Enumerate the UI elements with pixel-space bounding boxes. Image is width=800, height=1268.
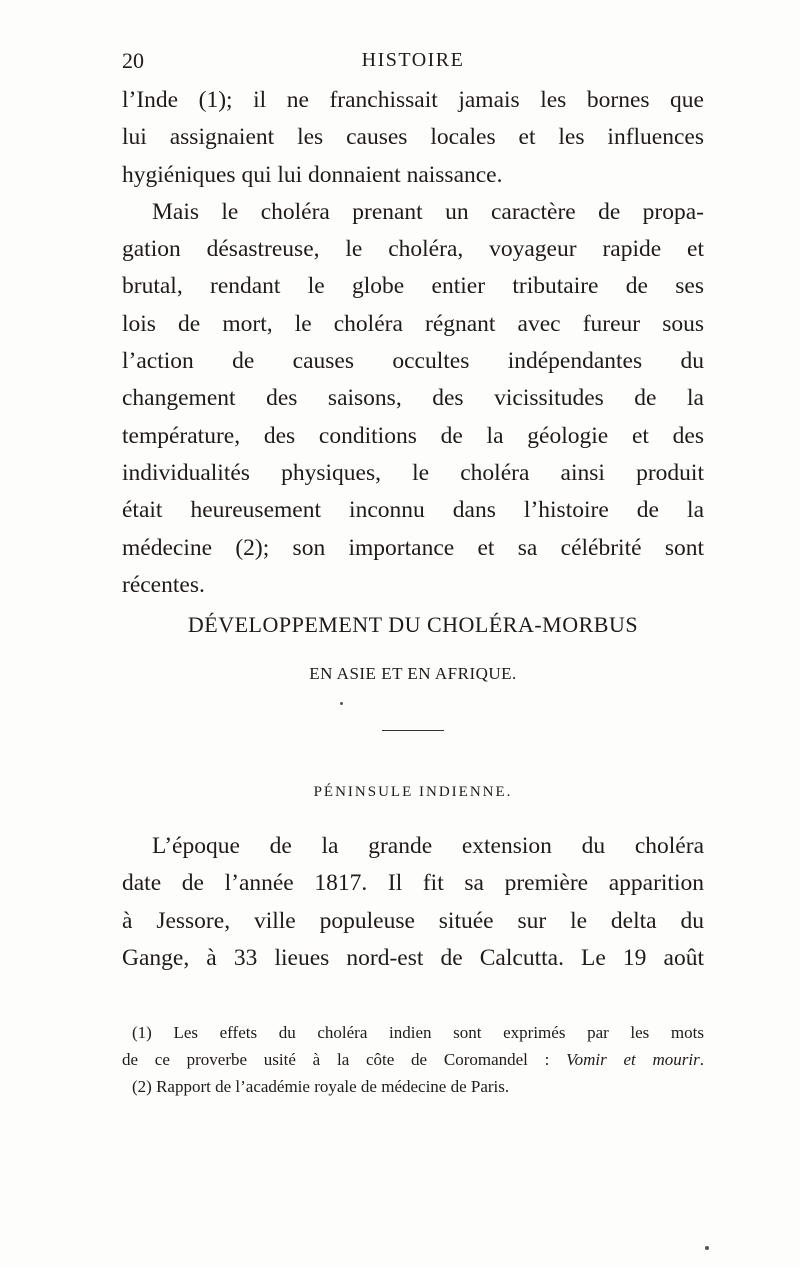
text-line: récentes. (122, 571, 205, 598)
section-divider (382, 730, 444, 731)
text-line: L’époque de la grande extension du choléra (152, 833, 704, 859)
text-line: à Jessore, ville populeuse située sur le delta du (122, 907, 704, 934)
page-number: 20 (122, 48, 144, 73)
paper-speck (340, 702, 343, 705)
footnote-1-line-1: (1) Les effets du choléra indien sont exprimés par les mots (132, 1023, 704, 1042)
text-line: date de l’année 1817. Il fit sa première apparition (122, 870, 704, 897)
text-line: médecine (2); son importance et sa célébrité sont (122, 534, 704, 561)
page-header (122, 48, 704, 78)
text-line: l’action de causes occultes indépendantes du (122, 348, 704, 375)
subsection-title: PÉNINSULE INDIENNE. (313, 784, 513, 800)
text-line: l’Inde (1); il ne franchissait jamais les bornes que (122, 87, 704, 113)
text-line: lois de mort, le choléra régnant avec fureur sous (122, 310, 704, 337)
text-line: Gange, à 33 lieues nord-est de Calcutta. Le 19 août (122, 944, 704, 971)
paper-speck (705, 1246, 709, 1250)
footnote-2: (2) Rapport de l’académie royale de médecine de Paris. (132, 1077, 510, 1096)
body-text (122, 82, 704, 604)
footnote-1-text: de ce proverbe usité à la côte de Coromandel : (122, 1050, 567, 1069)
text-line: brutal, rendant le globe entier tributaire de ses (122, 273, 704, 300)
text-line: Mais le choléra prenant un caractère de propa- (152, 198, 704, 225)
section-title: DÉVELOPPEMENT DU CHOLÉRA-MORBUS (187, 612, 639, 637)
text-line: changement des saisons, des vicissitudes de la (122, 385, 704, 412)
section-subtitle: EN ASIE ET EN AFRIQUE. (309, 664, 517, 683)
text-line: température, des conditions de la géologie et des (122, 422, 704, 449)
text-line: individualités physiques, le choléra ainsi produit (122, 459, 704, 486)
text-line: gation désastreuse, le choléra, voyageur rapide et (122, 236, 704, 263)
text-line: hygiéniques qui lui donnaient naissance. (122, 161, 503, 188)
footnote-1-proverb: Vomir et mourir (566, 1050, 700, 1069)
footnotes (122, 1019, 704, 1100)
running-head: HISTOIRE (361, 49, 465, 71)
footnote-1-line-2 (122, 1046, 704, 1073)
text-line: lui assignaient les causes locales et les influences (122, 124, 704, 151)
footnote-1-period: . (699, 1050, 704, 1069)
body-text-continued (122, 828, 704, 977)
text-line: était heureusement inconnu dans l’histoire de la (122, 497, 704, 524)
